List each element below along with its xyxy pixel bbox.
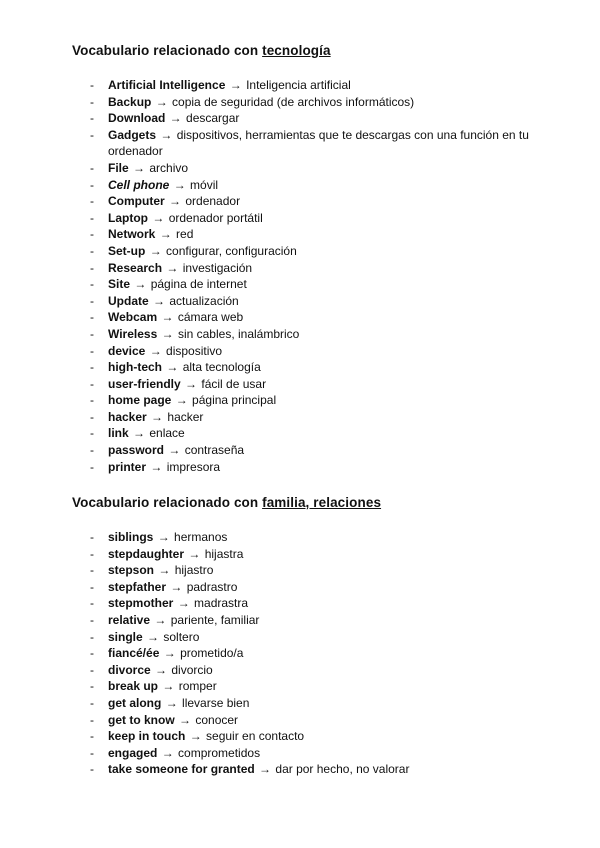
- vocab-item: [0, 309, 600, 326]
- bullet-dash: -: [90, 260, 94, 275]
- vocab-translation: soltero: [163, 629, 200, 644]
- section-title-technology: Vocabulario relacionado con tecnología: [72, 43, 331, 58]
- bullet-dash: -: [90, 227, 94, 242]
- arrow-icon: →: [150, 459, 163, 474]
- arrow-icon: →: [158, 563, 171, 578]
- bullet-dash: -: [90, 426, 94, 441]
- arrow-icon: →: [177, 596, 190, 611]
- vocab-item: [0, 94, 600, 111]
- vocab-term: Backup: [108, 94, 152, 109]
- vocab-term: stepmother: [108, 596, 174, 611]
- vocab-translation: dispositivo: [166, 343, 223, 358]
- arrow-icon: →: [134, 277, 147, 292]
- vocab-item: [0, 409, 600, 426]
- vocab-item: [0, 359, 600, 376]
- vocab-item: [0, 326, 600, 343]
- vocab-term: Computer: [108, 194, 165, 209]
- arrow-icon: →: [161, 326, 174, 341]
- vocab-translation: ordenador: [185, 194, 241, 209]
- bullet-dash: -: [90, 443, 94, 458]
- bullet-dash: -: [90, 376, 94, 391]
- vocab-term: hacker: [108, 409, 147, 424]
- vocab-term: take someone for granted: [108, 762, 255, 777]
- vocab-term: home page: [108, 393, 172, 408]
- arrow-icon: →: [149, 243, 162, 258]
- vocab-item: [0, 595, 600, 612]
- vocab-translation: cámara web: [177, 310, 244, 325]
- vocab-term: link: [108, 426, 129, 441]
- vocab-item: [0, 127, 538, 160]
- vocab-translation: móvil: [190, 177, 219, 192]
- vocab-term: break up: [108, 679, 159, 694]
- vocab-term: Set-up: [108, 243, 146, 258]
- arrow-icon: →: [165, 695, 178, 710]
- vocab-term: user-friendly: [108, 376, 181, 391]
- vocab-item: [0, 376, 600, 393]
- vocab-translation: sin cables, inalámbrico: [177, 326, 300, 341]
- vocab-item: [0, 193, 600, 210]
- vocab-term: Webcam: [108, 310, 158, 325]
- vocab-item: [0, 745, 600, 762]
- arrow-icon: →: [155, 662, 168, 677]
- vocab-item: [0, 160, 600, 177]
- vocab-item: [0, 177, 600, 194]
- vocab-item: [0, 226, 600, 243]
- vocab-term: Site: [108, 277, 131, 292]
- bullet-dash: -: [90, 343, 94, 358]
- arrow-icon: →: [149, 343, 162, 358]
- vocab-translation: comprometidos: [178, 745, 261, 760]
- vocab-translation: copia de seguridad (de archivos informáticos): [172, 94, 415, 109]
- arrow-icon: →: [166, 360, 179, 375]
- vocab-translation: impresora: [166, 459, 221, 474]
- bullet-dash: -: [90, 393, 94, 408]
- vocab-translation: dar por hecho, no valorar: [275, 762, 410, 777]
- arrow-icon: →: [160, 127, 173, 142]
- vocab-term: Download: [108, 111, 166, 126]
- vocab-translation: padrastro: [186, 579, 238, 594]
- vocab-item: [0, 529, 600, 546]
- vocab-translation: hijastra: [204, 546, 244, 561]
- vocab-translation: configurar, configuración: [166, 243, 297, 258]
- vocab-item: [0, 293, 600, 310]
- vocab-item: [0, 425, 600, 442]
- vocab-item: [0, 695, 600, 712]
- vocab-term: device: [108, 343, 146, 358]
- vocab-term: Cell phone: [108, 177, 170, 192]
- vocab-term: relative: [108, 612, 151, 627]
- bullet-dash: -: [90, 729, 94, 744]
- arrow-icon: →: [151, 409, 164, 424]
- arrow-icon: →: [152, 210, 165, 225]
- bullet-dash: -: [90, 762, 94, 777]
- arrow-icon: →: [163, 646, 176, 661]
- vocab-term: Gadgets: [108, 127, 157, 142]
- arrow-icon: →: [159, 227, 172, 242]
- vocab-translation: página principal: [192, 393, 277, 408]
- section-title-family: Vocabulario relacionado con familia, relaciones: [72, 495, 382, 510]
- vocab-term: high-tech: [108, 360, 162, 375]
- arrow-icon: →: [133, 160, 146, 175]
- bullet-dash: -: [90, 662, 94, 677]
- vocab-item: [0, 276, 600, 293]
- vocab-item: [0, 459, 600, 476]
- arrow-icon: →: [162, 679, 175, 694]
- vocab-term: Network: [108, 227, 156, 242]
- vocab-translation: prometido/a: [180, 646, 244, 661]
- bullet-dash: -: [90, 712, 94, 727]
- arrow-icon: →: [161, 310, 174, 325]
- bullet-dash: -: [90, 210, 94, 225]
- bullet-dash: -: [90, 111, 94, 126]
- arrow-icon: →: [170, 579, 183, 594]
- vocab-term: get along: [108, 695, 162, 710]
- vocab-term: printer: [108, 459, 147, 474]
- vocab-translation: Inteligencia artificial: [246, 78, 351, 92]
- vocab-term: single: [108, 629, 143, 644]
- arrow-icon: →: [188, 546, 201, 561]
- vocab-term: File: [108, 160, 129, 175]
- bullet-dash: -: [90, 310, 94, 325]
- arrow-icon: →: [175, 393, 188, 408]
- vocab-translation: contraseña: [184, 443, 245, 458]
- vocab-item: [0, 110, 600, 127]
- vocab-translation: hermanos: [174, 530, 228, 544]
- vocab-translation: investigación: [182, 260, 253, 275]
- vocab-item: [0, 392, 600, 409]
- vocab-item: [0, 343, 600, 360]
- arrow-icon: →: [169, 111, 182, 126]
- vocab-translation: fácil de usar: [201, 376, 267, 391]
- vocab-list-family: [0, 529, 600, 778]
- vocab-translation: actualización: [169, 293, 239, 308]
- bullet-dash: -: [90, 194, 94, 209]
- vocab-item: [0, 662, 600, 679]
- vocab-item: [0, 579, 600, 596]
- vocab-item: [0, 629, 600, 646]
- bullet-dash: -: [90, 695, 94, 710]
- vocab-term: Research: [108, 260, 163, 275]
- vocab-translation: ordenador portátil: [168, 210, 263, 225]
- arrow-icon: →: [185, 376, 198, 391]
- vocab-term: divorce: [108, 662, 151, 677]
- vocab-term: keep in touch: [108, 729, 186, 744]
- title-topic: tecnología: [262, 43, 331, 58]
- vocab-item: [0, 260, 600, 277]
- vocab-term: fiancé/ée: [108, 646, 160, 661]
- bullet-dash: -: [90, 360, 94, 375]
- arrow-icon: →: [161, 745, 174, 760]
- bullet-dash: -: [90, 243, 94, 258]
- bullet-dash: -: [90, 326, 94, 341]
- bullet-dash: -: [90, 629, 94, 644]
- vocab-item: [0, 712, 600, 729]
- arrow-icon: →: [147, 629, 160, 644]
- arrow-icon: →: [259, 762, 272, 777]
- vocab-term: stepson: [108, 563, 155, 578]
- arrow-icon: →: [189, 729, 202, 744]
- bullet-dash: -: [90, 745, 94, 760]
- arrow-icon: →: [168, 443, 181, 458]
- vocab-term: Artificial Intelligence: [108, 78, 226, 92]
- vocab-translation: madrastra: [194, 596, 249, 611]
- vocab-item: [0, 77, 600, 94]
- vocab-term: Laptop: [108, 210, 148, 225]
- arrow-icon: →: [169, 194, 182, 209]
- bullet-dash: -: [90, 127, 94, 142]
- vocab-translation: alta tecnología: [182, 360, 261, 375]
- vocab-translation: dispositivos, herramientas que te descargas con una función en tu ordenador: [108, 127, 529, 159]
- vocab-translation: romper: [178, 679, 217, 694]
- arrow-icon: →: [157, 530, 170, 544]
- vocab-term: get to know: [108, 712, 175, 727]
- title-topic: familia, relaciones: [262, 495, 382, 510]
- vocab-translation: archivo: [149, 160, 189, 175]
- bullet-dash: -: [90, 94, 94, 109]
- vocab-translation: conocer: [195, 712, 239, 727]
- bullet-dash: -: [90, 646, 94, 661]
- vocab-item: [0, 678, 600, 695]
- vocab-translation: divorcio: [171, 662, 213, 677]
- arrow-icon: →: [173, 177, 186, 192]
- vocab-item: [0, 562, 600, 579]
- arrow-icon: →: [166, 260, 179, 275]
- vocab-term: Update: [108, 293, 149, 308]
- bullet-dash: -: [90, 530, 94, 544]
- bullet-dash: -: [90, 78, 94, 92]
- arrow-icon: →: [155, 94, 168, 109]
- vocab-item: [0, 210, 600, 227]
- vocab-item: [0, 645, 600, 662]
- vocab-item: [0, 243, 600, 260]
- vocab-translation: red: [176, 227, 194, 242]
- vocab-term: siblings: [108, 530, 154, 544]
- vocab-translation: hacker: [167, 409, 204, 424]
- bullet-dash: -: [90, 563, 94, 578]
- vocab-term: password: [108, 443, 165, 458]
- bullet-dash: -: [90, 596, 94, 611]
- vocab-item: [0, 761, 600, 778]
- vocab-term: engaged: [108, 745, 158, 760]
- vocab-translation: descargar: [186, 111, 240, 126]
- bullet-dash: -: [90, 277, 94, 292]
- vocab-translation: seguir en contacto: [206, 729, 305, 744]
- bullet-dash: -: [90, 160, 94, 175]
- vocab-translation: página de internet: [150, 277, 247, 292]
- vocab-item: [0, 612, 600, 629]
- vocab-translation: llevarse bien: [182, 695, 250, 710]
- vocab-term: stepfather: [108, 579, 167, 594]
- bullet-dash: -: [90, 459, 94, 474]
- vocab-term: Wireless: [108, 326, 158, 341]
- arrow-icon: →: [154, 612, 167, 627]
- vocab-translation: enlace: [149, 426, 185, 441]
- arrow-icon: →: [133, 426, 146, 441]
- bullet-dash: -: [90, 177, 94, 192]
- vocab-item: [0, 442, 600, 459]
- bullet-dash: -: [90, 546, 94, 561]
- arrow-icon: →: [153, 293, 166, 308]
- bullet-dash: -: [90, 409, 94, 424]
- bullet-dash: -: [90, 679, 94, 694]
- arrow-icon: →: [179, 712, 192, 727]
- bullet-dash: -: [90, 293, 94, 308]
- vocab-translation: pariente, familiar: [170, 612, 260, 627]
- arrow-icon: →: [229, 78, 242, 92]
- bullet-dash: -: [90, 612, 94, 627]
- vocab-list-technology: [0, 77, 600, 475]
- vocab-term: stepdaughter: [108, 546, 185, 561]
- vocab-item: [0, 728, 600, 745]
- vocab-item: [0, 546, 600, 563]
- bullet-dash: -: [90, 579, 94, 594]
- vocab-translation: hijastro: [174, 563, 214, 578]
